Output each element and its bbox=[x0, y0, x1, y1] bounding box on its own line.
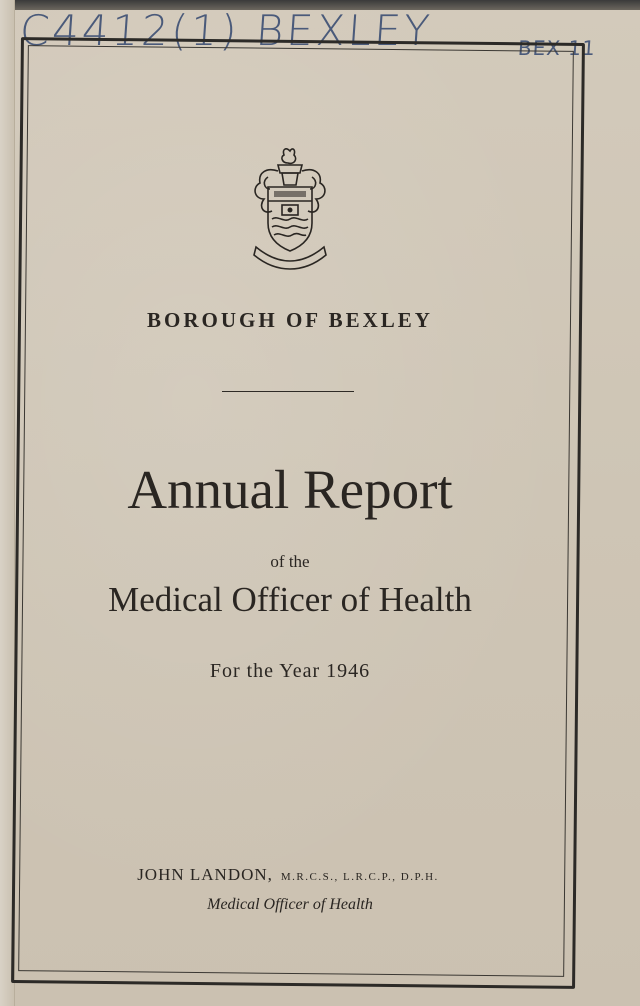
coat-of-arms-icon bbox=[238, 143, 342, 273]
handwritten-reference: C4412(1) BEXLEY bbox=[18, 6, 435, 55]
report-year: For the Year 1946 bbox=[209, 660, 371, 682]
borough-name: BOROUGH OF BEXLEY bbox=[147, 308, 433, 332]
report-subtitle: Medical Officer of Health bbox=[108, 580, 472, 619]
author-credentials: M.R.C.S., L.R.C.P., D.P.H. bbox=[280, 871, 439, 883]
author-role: Medical Officer of Health bbox=[207, 896, 373, 913]
author-line bbox=[0, 865, 578, 885]
author-name: JOHN LANDON, bbox=[137, 865, 273, 884]
title-divider bbox=[222, 391, 354, 392]
title-connector: of the bbox=[270, 552, 310, 571]
report-title: Annual Report bbox=[127, 459, 453, 520]
shelf-code-annotation: BEX 11 bbox=[517, 36, 597, 60]
